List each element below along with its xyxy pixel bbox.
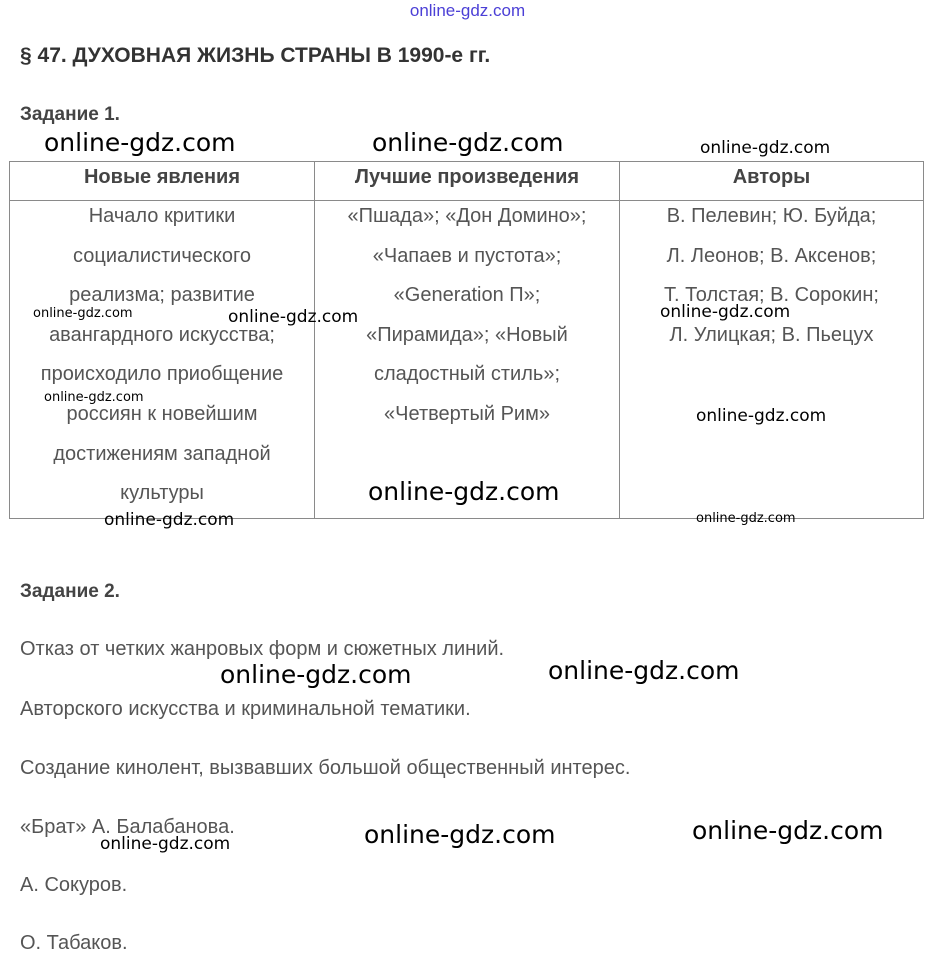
cell-line: культуры [120,482,204,505]
watermark: online-gdz.com [364,820,556,849]
watermark: online-gdz.com [100,834,231,854]
watermark: online-gdz.com [228,307,359,327]
page-title: § 47. ДУХОВНАЯ ЖИЗНЬ СТРАНЫ В 1990-е гг. [20,44,491,67]
answer-line: Отказ от четких жанровых форм и сюжетных линий. [20,638,505,660]
watermark: online-gdz.com [33,306,133,321]
watermark: online-gdz.com [696,511,796,526]
header-best-works: Лучшие произведения [315,162,620,201]
cell-line: реализма; развитие [69,284,255,307]
cell-line: «Четвертый Рим» [384,402,550,425]
header-new-phenomena: Новые явления [10,162,315,201]
watermark: online-gdz.com [700,138,831,158]
cell-line: Л. Леонов; В. Аксенов; [666,244,877,267]
watermark: online-gdz.com [660,302,791,322]
watermark: online-gdz.com [548,656,740,685]
cell-line: «Чапаев и пустота»; [372,244,562,267]
cell-line: сладостный стиль»; [374,363,560,386]
cell-line: авангардного искусства; [49,323,275,346]
watermark: online-gdz.com [220,660,412,689]
cell-line: В. Пелевин; Ю. Буйда; [666,205,877,227]
answer-line: «Брат» А. Балабанова. [20,816,235,838]
watermark: online-gdz.com [104,510,235,530]
cell-line: «Пшада»; «Дон Домино»; [347,205,587,227]
watermark: online-gdz.com [44,390,144,405]
header-authors: Авторы [620,162,924,201]
site-watermark-top: online-gdz.com [409,1,526,20]
cell-line: «Generation П»; [393,284,541,307]
answer-line: Авторского искусства и криминальной тематики. [20,698,471,720]
task-1-title: Задание 1. [20,104,120,125]
cell-authors [620,201,924,519]
cell-line: достижениям западной [53,442,271,465]
cell-line: происходило приобщение [40,363,284,386]
cell-line: Л. Улицкая; В. Пьецух [669,323,874,346]
answer-line: О. Табаков. [20,932,128,954]
cell-best-works [315,201,620,519]
answer-table [9,161,924,519]
cell-line: социалистического [73,244,251,267]
watermark: online-gdz.com [696,406,827,426]
watermark: online-gdz.com [692,816,884,845]
task-2-title: Задание 2. [20,581,120,602]
watermark: online-gdz.com [368,477,560,506]
cell-new-phenomena [10,201,315,519]
cell-line: Начало критики [88,205,236,227]
watermark: online-gdz.com [44,128,236,157]
answer-line: А. Сокуров. [20,874,128,896]
cell-line: Т. Толстая; В. Сорокин; [664,284,879,307]
table-row [10,201,924,519]
cell-line: россиян к новейшим [66,402,258,425]
cell-line: «Пирамида»; «Новый [366,323,568,346]
answer-line: Создание кинолент, вызвавших большой общественный интерес. [20,757,631,779]
watermark: online-gdz.com [372,128,564,157]
